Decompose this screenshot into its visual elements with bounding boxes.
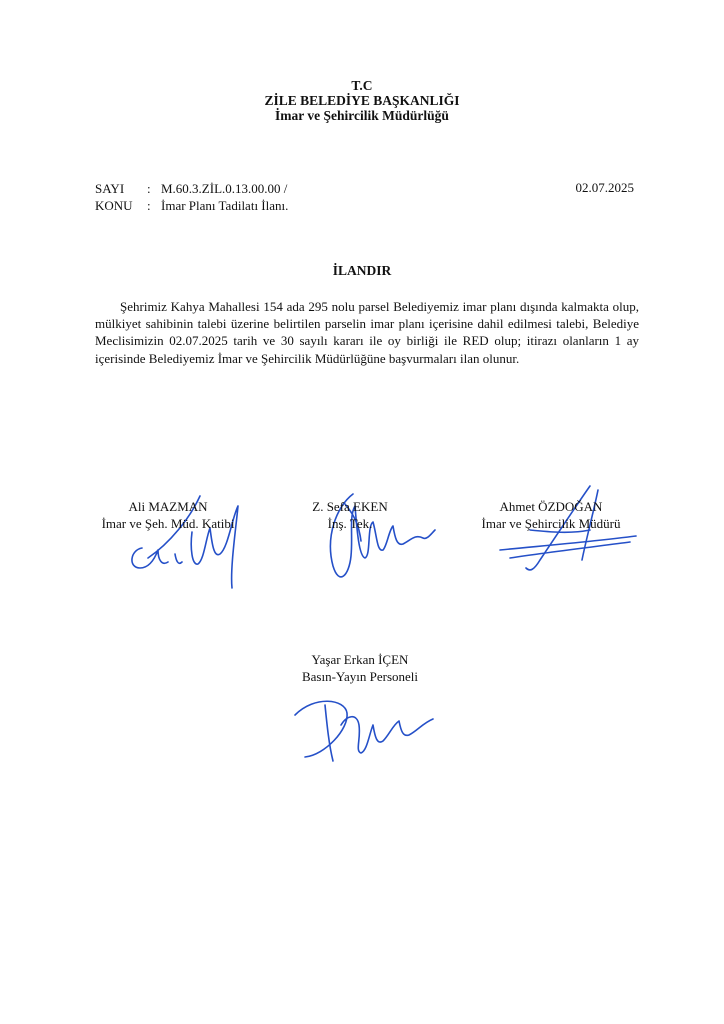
announcement-title: İLANDIR: [332, 263, 392, 278]
signatory-yasar-erkan-icen: [275, 651, 445, 685]
announcement-body: Şehrimiz Kahya Mahallesi 154 ada 295 nolu parsel Belediyemiz imar planı dışında kalmakta olup, mülkiyet sahibinin talebi üzerine belirtilen parselin imar planı içerisine dahil edilmesi talebi, Belediye Meclisimizin 02.07.2025 tarih ve 30 sayılı kararı ile oy birliği ile RED olup; itirazı olanların 1 ay içerisinde Belediyemiz İmar ve Şehircilik Müdürlüğüne başvurmaları ilan olunur.: [95, 299, 639, 366]
sayi-separator: :: [147, 181, 151, 196]
sayi-value: M.60.3.ZİL.0.13.00.00 /: [161, 181, 288, 196]
signatory-name: Z. Sefa EKEN: [312, 499, 388, 514]
document-date: 02.07.2025: [575, 180, 634, 195]
signatory-name: Ali MAZMAN: [128, 499, 208, 514]
header-line-tc: T.C: [351, 78, 373, 93]
signature-yasar-erkan-icen: [285, 695, 445, 765]
konu-label: KONU: [95, 198, 133, 213]
signatory-title: Basın-Yayın Personeli: [301, 669, 419, 684]
signatory-title: İmar ve Şehircilik Müdürü: [481, 516, 621, 531]
letterhead: [0, 78, 724, 123]
signatory-name: Ahmet ÖZDOĞAN: [499, 499, 603, 514]
sayi-row: [95, 180, 288, 197]
signatory-title: İnş. Tek.: [327, 516, 373, 531]
signatory-ali-mazman: [78, 498, 258, 532]
sayi-label: SAYI: [95, 181, 125, 196]
header-department: İmar ve Şehircilik Müdürlüğü: [275, 108, 449, 123]
konu-value: İmar Planı Tadilatı İlanı.: [161, 198, 289, 213]
konu-separator: :: [147, 198, 151, 213]
signatory-name: Yaşar Erkan İÇEN: [311, 652, 409, 667]
konu-row: [95, 197, 288, 214]
signatory-sefa-eken: [290, 498, 410, 532]
signatory-title: İmar ve Şeh. Müd. Katibi: [101, 516, 235, 531]
signatory-ahmet-ozdogan: [456, 498, 646, 532]
header-institution: ZİLE BELEDİYE BAŞKANLIĞI: [264, 93, 460, 108]
document-meta: [95, 180, 288, 214]
